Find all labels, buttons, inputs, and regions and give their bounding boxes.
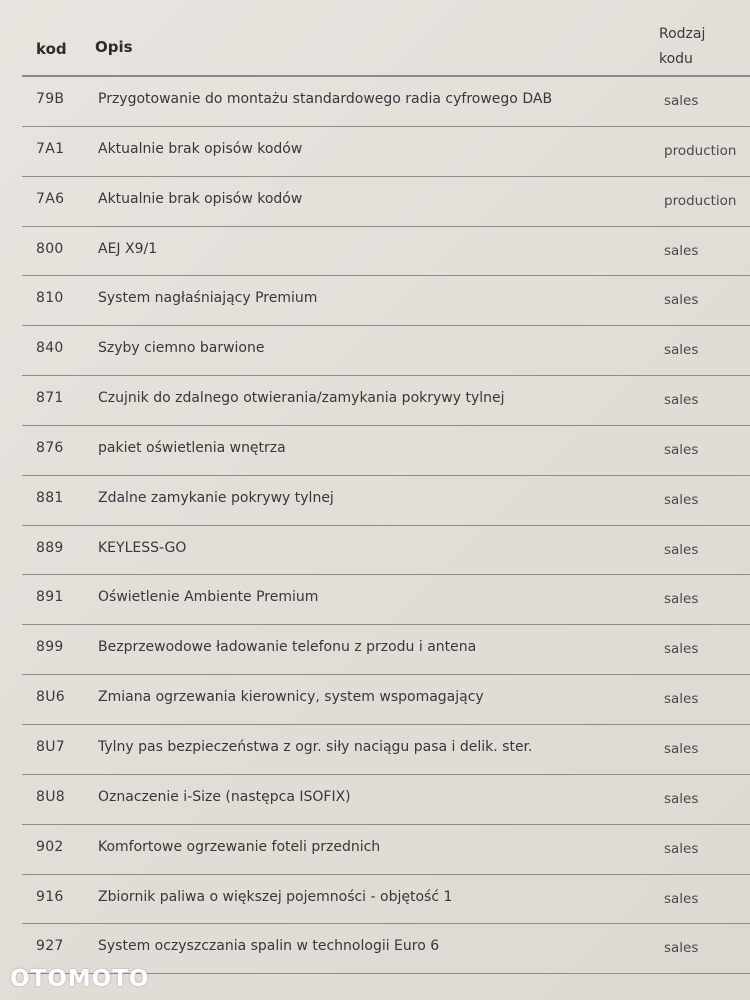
row-code: 8U7	[36, 738, 65, 755]
row-description: Aktualnie brak opisów kodów	[98, 140, 303, 157]
row-description: Oświetlenie Ambiente Premium	[98, 589, 319, 606]
row-description: Oznaczenie i-Size (następca ISOFIX)	[98, 788, 351, 805]
row-code-type: sales	[664, 940, 699, 957]
table-row	[22, 526, 750, 576]
row-code-type: sales	[664, 491, 699, 508]
row-code-type: sales	[664, 790, 699, 807]
header-opis: Opis	[95, 38, 133, 56]
row-code: 891	[36, 589, 64, 606]
table-row	[22, 276, 750, 326]
row-code-type: sales	[664, 840, 699, 857]
row-code-type: sales	[664, 591, 699, 608]
row-description: Zdalne zamykanie pokrywy tylnej	[98, 489, 334, 506]
row-description: Zbiornik paliwa o większej pojemności - objętość 1	[98, 888, 453, 905]
header-kod: kod	[36, 40, 67, 58]
table-row	[22, 675, 750, 725]
row-code: 8U6	[36, 689, 65, 706]
row-description: Szyby ciemno barwione	[98, 340, 265, 357]
table-row	[22, 326, 750, 376]
table-row	[22, 875, 750, 925]
table-row	[22, 476, 750, 526]
table-row	[22, 575, 750, 625]
row-description: System oczyszczania spalin w technologii Euro 6	[98, 938, 440, 955]
row-description: Tylny pas bezpieczeństwa z ogr. siły naciągu pasa i delik. ster.	[98, 738, 533, 755]
row-code: 7A1	[36, 140, 65, 157]
row-code-type: production	[664, 192, 737, 209]
table-row	[22, 127, 750, 177]
row-description: pakiet oświetlenia wnętrza	[98, 439, 286, 456]
row-description: AEJ X9/1	[98, 240, 158, 257]
row-code: 8U8	[36, 788, 65, 805]
row-code: 881	[36, 489, 64, 506]
row-code-type: sales	[664, 392, 699, 409]
table-row	[22, 426, 750, 476]
row-description: Zmiana ogrzewania kierownicy, system wspomagający	[98, 689, 484, 706]
row-code: 899	[36, 639, 64, 656]
row-code-type: sales	[664, 541, 699, 558]
row-code: 79B	[36, 91, 65, 107]
row-code: 876	[36, 439, 64, 456]
otomoto-watermark-logo: OTOMOTO	[10, 966, 150, 992]
row-description: System nagłaśniający Premium	[98, 290, 318, 307]
row-description: Czujnik do zdalnego otwierania/zamykania pokrywy tylnej	[98, 390, 505, 407]
row-description: Bezprzewodowe ładowanie telefonu z przodu i antena	[98, 639, 477, 656]
table-row	[22, 625, 750, 675]
row-code: 889	[36, 539, 64, 556]
row-code: 902	[36, 838, 64, 855]
row-code-type: sales	[664, 641, 699, 658]
row-description: Komfortowe ogrzewanie foteli przednich	[98, 838, 381, 855]
table-row	[22, 77, 750, 127]
row-code-type: sales	[664, 93, 699, 109]
row-code: 916	[36, 888, 64, 905]
code-table-body	[0, 77, 750, 974]
table-row	[22, 376, 750, 426]
table-row	[22, 825, 750, 875]
row-code-type: sales	[664, 691, 699, 708]
header-rodzaj-line1: Rodzaj	[659, 26, 706, 42]
row-code-type: sales	[664, 740, 699, 757]
row-code: 800	[36, 240, 64, 257]
table-header	[0, 0, 750, 76]
row-code: 7A6	[36, 190, 65, 207]
row-description: Aktualnie brak opisów kodów	[98, 190, 303, 207]
table-row	[22, 725, 750, 775]
table-row	[22, 775, 750, 825]
row-code-type: sales	[664, 890, 699, 907]
header-rodzaj-kodu	[659, 22, 729, 72]
row-code-type: sales	[664, 292, 699, 309]
table-row	[22, 177, 750, 227]
row-description: Przygotowanie do montażu standardowego radia cyfrowego DAB	[98, 91, 553, 107]
row-code: 871	[36, 390, 64, 407]
row-code: 927	[36, 938, 64, 955]
row-code-type: sales	[664, 342, 699, 359]
row-code: 840	[36, 340, 64, 357]
row-code-type: sales	[664, 441, 699, 458]
header-rodzaj-line2: kodu	[659, 51, 693, 67]
row-code: 810	[36, 290, 64, 307]
row-description: KEYLESS-GO	[98, 539, 187, 556]
row-code-type: production	[664, 142, 737, 159]
table-row	[22, 227, 750, 277]
row-code-type: sales	[664, 242, 699, 259]
